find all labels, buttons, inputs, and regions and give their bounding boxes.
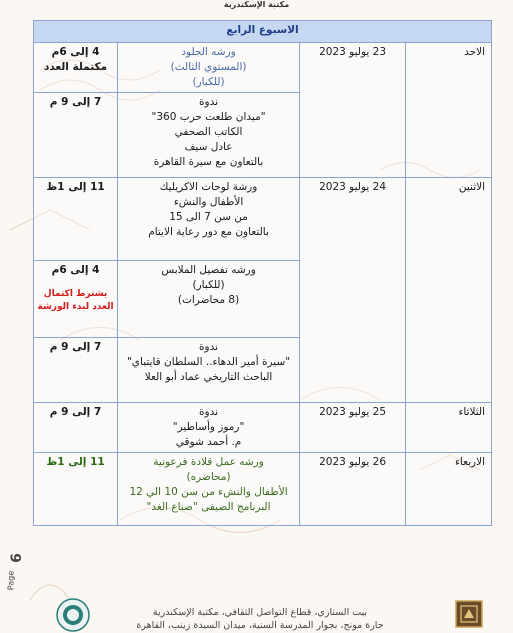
time-cell <box>34 261 118 338</box>
header-title: مكتبة الإسكندرية <box>223 0 290 9</box>
date-cell: 24 يوليو 2023 <box>300 178 406 403</box>
activity-cell <box>118 338 300 403</box>
table-row <box>34 178 492 261</box>
day-cell: الاربعاء <box>406 453 492 526</box>
schedule-table <box>33 20 492 526</box>
date-cell: 23 يوليو 2023 <box>300 43 406 178</box>
page-number-value: 6 <box>9 553 25 563</box>
date-cell: 26 يوليو 2023 <box>300 453 406 526</box>
day-cell: الاحد <box>406 43 492 178</box>
activity-line: ندوة <box>199 341 219 353</box>
time-value: 4 إلى 6م <box>51 46 100 58</box>
beit-elsennari-logo-icon <box>455 600 483 628</box>
activity-line: الأطفال والنشء من سن 10 الي 12 <box>129 486 288 498</box>
time-cell: 11 إلى 1ظ <box>34 453 118 526</box>
activity-line: البرنامج الصيفى "صناع الغد" <box>146 501 271 513</box>
activity-line: ورشة لوحات الاكريليك <box>159 181 258 193</box>
activity-line: (للكبار) <box>192 76 225 88</box>
activity-line: ورشه عمل قلادة فرعونية <box>153 456 264 468</box>
activity-cell <box>118 261 300 338</box>
activity-line: "ميدان طلعت حرب 360" <box>151 111 266 123</box>
page-label: Page <box>6 570 16 591</box>
activity-line: (للكبار) <box>192 279 225 291</box>
table-row <box>34 403 492 453</box>
time-cell: 11 إلى 1ظ <box>34 178 118 261</box>
time-cell: 7 إلى 9 م <box>34 403 118 453</box>
week-header-row <box>34 21 492 43</box>
activity-line: (محاضره) <box>186 471 231 483</box>
activity-line: ندوة <box>199 96 219 108</box>
page-number <box>2 546 26 616</box>
activity-line: (8 محاضرات) <box>177 294 240 306</box>
activity-line: ورشه تفصيل الملابس <box>161 264 256 276</box>
activity-cell <box>118 453 300 526</box>
activity-cell <box>118 93 300 178</box>
activity-line: الباحث التاريخي عماد أبو العلا <box>144 371 273 383</box>
activity-line: الكاتب الصحفي <box>174 126 243 138</box>
activity-line: (المستوي الثالث) <box>170 61 247 73</box>
footer-line: حارة مونج، بجوار المدرسة السنية، ميدان السيدة زينب، القاهرة <box>136 620 384 631</box>
logo-seal-icon <box>55 597 91 633</box>
date-cell: 25 يوليو 2023 <box>300 403 406 453</box>
time-cell: 7 إلى 9 م <box>34 338 118 403</box>
week-title: الاسبوع الرابع <box>34 21 492 43</box>
activity-line: بالتعاون مع دور رعاية الايتام <box>148 226 269 238</box>
time-cell <box>34 43 118 93</box>
activity-line: ندوة <box>199 406 219 418</box>
activity-line: عادل سيف <box>184 141 233 153</box>
activity-cell <box>118 178 300 261</box>
footer-address <box>110 606 410 632</box>
activity-line: ورشه الجلود <box>181 46 236 58</box>
activity-cell <box>118 403 300 453</box>
day-cell: الاثنين <box>406 178 492 403</box>
activity-line: م. أحمد شوقي <box>175 436 242 448</box>
time-note: يشترط اكتمال العدد لبدء الورشة <box>37 289 114 312</box>
time-cell: 7 إلى 9 م <box>34 93 118 178</box>
activity-line: الأطفال والنشء <box>173 196 244 208</box>
day-cell: الثلاثاء <box>406 403 492 453</box>
activity-line: "رموز وأساطير" <box>172 421 245 433</box>
activity-line: من سن 7 الى 15 <box>169 211 248 223</box>
activity-cell <box>118 43 300 93</box>
time-value: 4 إلى 6م <box>51 264 100 276</box>
table-row <box>34 453 492 526</box>
activity-line: بالتعاون مع سيرة القاهرة <box>153 156 264 168</box>
table-row <box>34 43 492 93</box>
time-note: مكتملة العدد <box>43 61 108 73</box>
footer-line: بيت السناري، قطاع التواصل الثقافي، مكتبة الإسكندرية <box>152 607 368 618</box>
activity-line: "سيرة أمير الدهاء.. السلطان قايتباي" <box>126 356 291 368</box>
